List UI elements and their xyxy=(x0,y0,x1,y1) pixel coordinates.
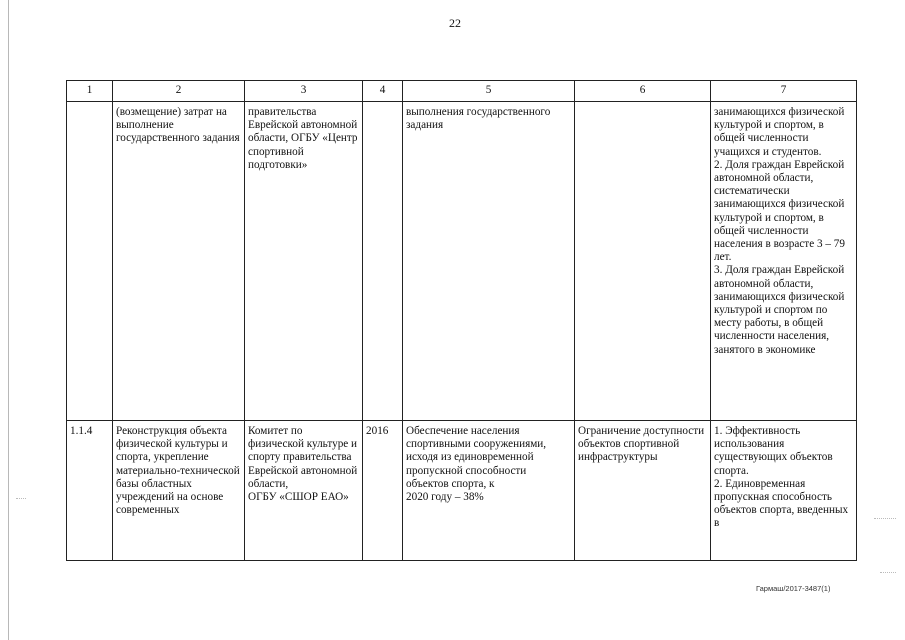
cell-expected-result: выполнения государственного задания xyxy=(403,102,575,421)
cell-indicators: 1. Эффективность использования существующих объектов спорта. 2. Единовременная пропускная способность объектов спорта, введенных в xyxy=(711,421,857,561)
table-row xyxy=(67,421,857,561)
header-col-7: 7 xyxy=(711,81,857,102)
scan-artifact xyxy=(16,498,26,500)
cell-event-name: (возмещение) затрат на выполнение государственного задания xyxy=(113,102,245,421)
header-col-5: 5 xyxy=(403,81,575,102)
program-table xyxy=(66,80,857,561)
header-col-2: 2 xyxy=(113,81,245,102)
header-row xyxy=(67,81,857,102)
document-code: Гармаш/2017-3487(1) xyxy=(756,584,831,593)
header-col-4: 4 xyxy=(363,81,403,102)
page-number: 22 xyxy=(449,16,461,30)
cell-number xyxy=(67,102,113,421)
scan-artifact xyxy=(880,572,896,574)
cell-event-name: Реконструкция объекта физической культуры и спорта, укрепление материально-технической базы областных учреждений на основе современных xyxy=(113,421,245,561)
cell-expected-result: Обеспечение населения спортивными сооружениями, исходя из единовременной пропускной способности объектов спорта, к 2020 году – 38% xyxy=(403,421,575,561)
cell-indicators: занимающихся физической культурой и спортом, в общей численности учащихся и студентов. 2. Доля граждан Еврейской автономной области, систематически занимающихся физической культурой и спортом, в общей численности населения в возрасте 3 – 79 лет. 3. Доля граждан Еврейской автономной области, занимающихся физической культурой и спортом по месту работы, в общей численности населения, занятого в экономике xyxy=(711,102,857,421)
cell-number: 1.1.4 xyxy=(67,421,113,561)
header-col-3: 3 xyxy=(245,81,363,102)
cell-year xyxy=(363,102,403,421)
cell-executor: Комитет по физической культуре и спорту правительства Еврейской автономной области, ОГБУ «СШОР ЕАО» xyxy=(245,421,363,561)
header-col-6: 6 xyxy=(575,81,711,102)
cell-executor: правительства Еврейской автономной области, ОГБУ «Центр спортивной подготовки» xyxy=(245,102,363,421)
cell-consequences: Ограничение доступности объектов спортивной инфраструктуры xyxy=(575,421,711,561)
cell-consequences xyxy=(575,102,711,421)
cell-year: 2016 xyxy=(363,421,403,561)
scan-artifact xyxy=(874,518,896,520)
header-col-1: 1 xyxy=(67,81,113,102)
table-row xyxy=(67,102,857,421)
page-edge xyxy=(8,0,9,640)
